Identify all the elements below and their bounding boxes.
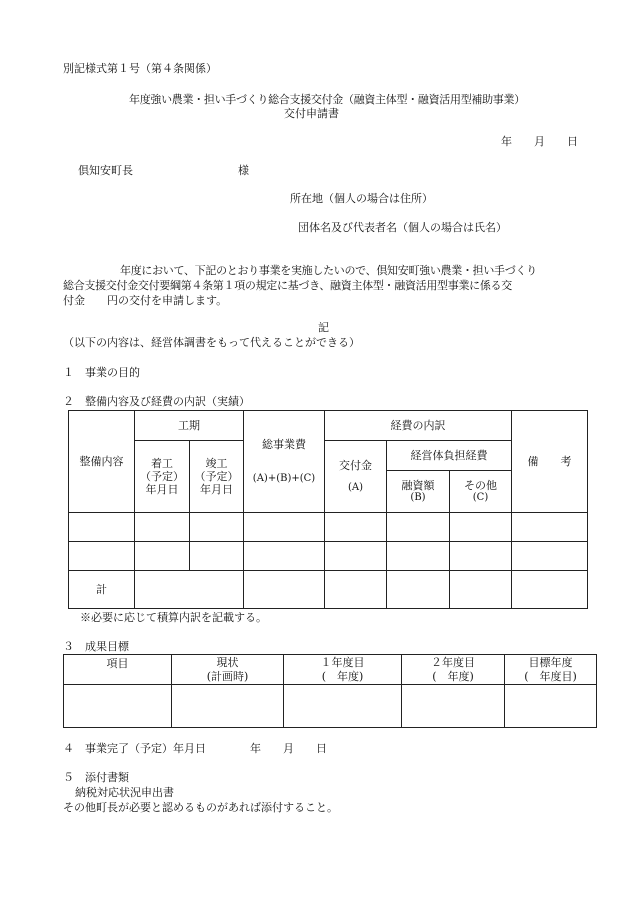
expense-table xyxy=(68,410,588,609)
header-total-formula: (A)+(B)+(C) xyxy=(252,473,316,485)
header-loan xyxy=(387,471,450,513)
ki-label: 記 xyxy=(318,321,329,334)
table-cell[interactable] xyxy=(325,542,387,571)
table-cell[interactable] xyxy=(135,542,190,571)
body-line-3: 付金 円の交付を申請します。 xyxy=(63,294,228,307)
table-cell[interactable] xyxy=(450,513,512,542)
table-cell[interactable] xyxy=(135,571,244,609)
table-cell[interactable] xyxy=(512,542,588,571)
other-code: (C) xyxy=(472,492,489,504)
goal-label: 目標年度 xyxy=(528,656,573,670)
table-cell[interactable] xyxy=(450,542,512,571)
table-cell[interactable] xyxy=(325,513,387,542)
document-title: 年度強い農業・担い手づくり総合支援交付金（融資主体型・融資活用型補助事業） xyxy=(129,93,525,106)
table-cell[interactable] xyxy=(244,513,325,542)
applicant-name-label: 団体名及び代表者名（個人の場合は氏名） xyxy=(298,221,507,234)
body-line-2: 総合支援交付金交付要綱第４条第１項の規定に基づき、融資主体型・融資活用型事業に係る交 xyxy=(63,279,512,292)
section4-heading: ４ 事業完了（予定）年月日 xyxy=(63,742,206,755)
table-cell[interactable] xyxy=(172,685,284,728)
header-total-label: 総事業費 xyxy=(262,437,306,451)
table-cell[interactable] xyxy=(244,571,325,609)
application-date: 年 月 日 xyxy=(501,135,578,148)
target-header-item xyxy=(64,655,172,685)
addressee-name: 倶知安町長 xyxy=(78,164,133,177)
table-cell[interactable] xyxy=(450,571,512,609)
target-header-current xyxy=(172,655,284,685)
loan-label: 融資額 xyxy=(401,478,435,492)
header-total-cost xyxy=(244,411,325,513)
target-header-year1 xyxy=(284,655,402,685)
start-planned: （予定） xyxy=(140,469,184,483)
table-cell[interactable] xyxy=(69,513,135,542)
header-self-burden: 経営体負担経費 xyxy=(387,441,512,471)
table-cell[interactable] xyxy=(402,685,505,728)
table-cell[interactable] xyxy=(244,542,325,571)
total-row xyxy=(69,571,588,609)
header-period: 工期 xyxy=(135,411,244,441)
section2-heading: ２ 整備内容及び経費の内訳（実績） xyxy=(63,395,250,408)
attachment-item-1: 納税対応状況申出書 xyxy=(75,786,174,799)
body-line-1: 年度において、下記のとおり事業を実施したいので、倶知安町強い農業・担い手づくり xyxy=(120,264,537,277)
year1-sub: ( 年度) xyxy=(321,669,364,683)
section3-heading: ３ 成果目標 xyxy=(63,640,129,653)
year1-label: １年度目 xyxy=(320,656,365,670)
grant-label: 交付金 xyxy=(339,458,372,472)
grant-code: (A) xyxy=(347,482,364,494)
table-cell[interactable] xyxy=(512,513,588,542)
table-cell[interactable] xyxy=(387,513,450,542)
table-cell[interactable] xyxy=(387,542,450,571)
applicant-address-label: 所在地（個人の場合は住所） xyxy=(290,192,433,205)
header-breakdown: 経費の内訳 xyxy=(325,411,512,441)
section2-note: ※必要に応じて積算内訳を記載する。 xyxy=(80,611,267,624)
year2-label: ２年度目 xyxy=(431,656,475,670)
attachment-item-2: その他町長が必要と認めるものがあれば添付すること。 xyxy=(63,801,338,814)
table-cell[interactable] xyxy=(284,685,402,728)
target-header-goal xyxy=(505,655,597,685)
end-label: 竣工 xyxy=(205,456,228,470)
other-label: その他 xyxy=(464,478,498,492)
table-cell[interactable] xyxy=(135,513,190,542)
start-ymd: 年月日 xyxy=(145,483,179,497)
header-remarks: 備 考 xyxy=(512,411,588,513)
goal-sub: ( 年度目) xyxy=(524,669,577,683)
section1-heading: １ 事業の目的 xyxy=(63,366,140,379)
header-start-date xyxy=(135,441,190,513)
end-ymd: 年月日 xyxy=(200,483,233,497)
completion-date: 年 月 日 xyxy=(250,742,327,755)
ki-note: （以下の内容は、経営体調書をもって代えることができる） xyxy=(63,336,360,349)
table-row xyxy=(69,513,588,542)
addressee-honorific: 様 xyxy=(238,164,249,177)
form-number: 別記様式第１号（第４条関係） xyxy=(63,62,217,75)
loan-code: (B) xyxy=(410,492,426,504)
target-header-item-label: 項目 xyxy=(106,657,129,670)
table-row xyxy=(69,542,588,571)
total-label: 計 xyxy=(69,571,135,609)
document-subtitle: 交付申請書 xyxy=(284,107,339,120)
table-cell[interactable] xyxy=(505,685,597,728)
target-table xyxy=(63,654,597,728)
header-grant xyxy=(325,441,387,513)
header-end-date xyxy=(190,441,244,513)
table-cell[interactable] xyxy=(64,685,172,728)
header-other xyxy=(450,471,512,513)
start-label: 着工 xyxy=(151,456,173,470)
table-cell[interactable] xyxy=(69,542,135,571)
current-sub: (計画時) xyxy=(206,669,249,683)
current-label: 現状 xyxy=(216,656,239,670)
table-row xyxy=(64,685,597,728)
table-cell[interactable] xyxy=(190,513,244,542)
header-content: 整備内容 xyxy=(69,411,135,513)
section5-heading: ５ 添付書類 xyxy=(63,771,129,784)
end-planned: （予定） xyxy=(194,469,239,483)
table-cell[interactable] xyxy=(387,571,450,609)
target-header-year2 xyxy=(402,655,505,685)
table-cell[interactable] xyxy=(325,571,387,609)
table-cell[interactable] xyxy=(512,571,588,609)
year2-sub: ( 年度) xyxy=(432,669,474,683)
table-cell[interactable] xyxy=(190,542,244,571)
